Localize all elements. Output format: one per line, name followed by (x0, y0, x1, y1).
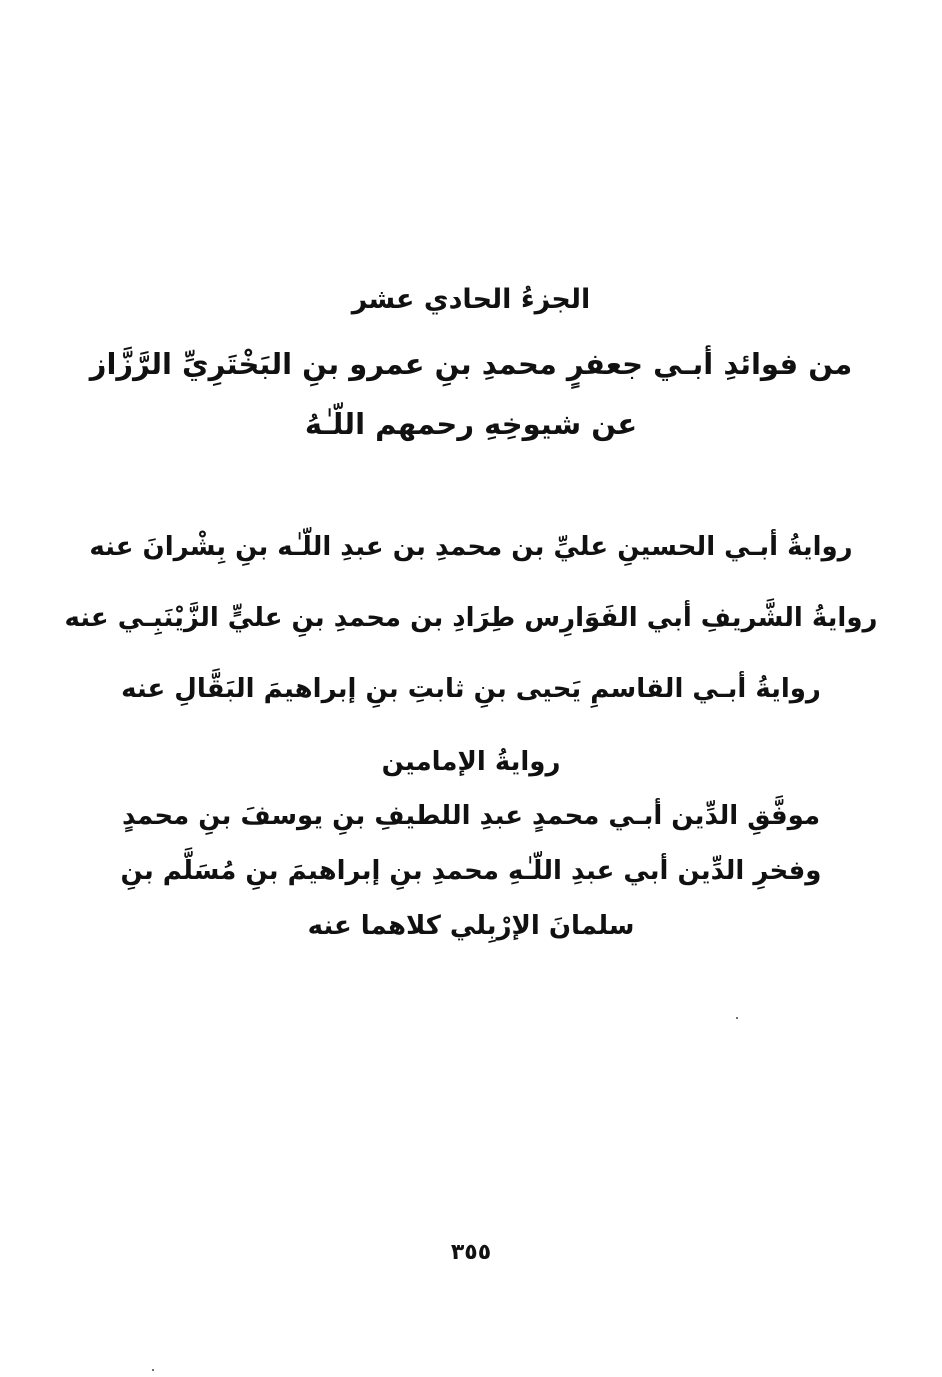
scan-speck (736, 1017, 738, 1019)
book-title-line: من فوائدِ أبـي جعفرٍ محمدِ بنِ عمرو بنِ البَخْتَرِيِّ الرَّزَّاز (89, 347, 853, 381)
narration-chain-line-5: موفَّقِ الدِّين أبـي محمدٍ عبدِ اللطيفِ بنِ يوسفَ بنِ محمدٍ (121, 801, 821, 831)
narration-chain-line-2: روايةُ الشَّريفِ أبي الفَوَارِس طِرَادِ بن محمدِ بنِ عليٍّ الزَّيْنَبِـي عنه (64, 603, 878, 633)
part-title: الجزءُ الحادي عشر (351, 284, 591, 315)
narration-chain-line-1: روايةُ أبـي الحسينِ عليِّ بن محمدِ بن عبدِ اللّـٰه بنِ بِشْرانَ عنه (89, 532, 853, 562)
narration-chain-line-4: روايةُ الإمامين (381, 747, 561, 777)
narration-chain-line-7: سلمانَ الإرْبِلي كلاهما عنه (307, 911, 635, 941)
scan-speck (152, 1369, 154, 1371)
narration-chain-line-6: وفخرِ الدِّين أبي عبدِ اللّـٰهِ محمدِ بنِ إبراهيمَ بنِ مُسَلَّم بنِ (120, 856, 822, 886)
page-number: ٣٥٥ (450, 1240, 492, 1265)
book-subtitle-line: عن شيوخِهِ رحمهم اللّـٰهُ (304, 407, 638, 441)
narration-chain-line-3: روايةُ أبـي القاسمِ يَحيى بنِ ثابتِ بنِ إبراهيمَ البَقَّالِ عنه (121, 674, 821, 704)
